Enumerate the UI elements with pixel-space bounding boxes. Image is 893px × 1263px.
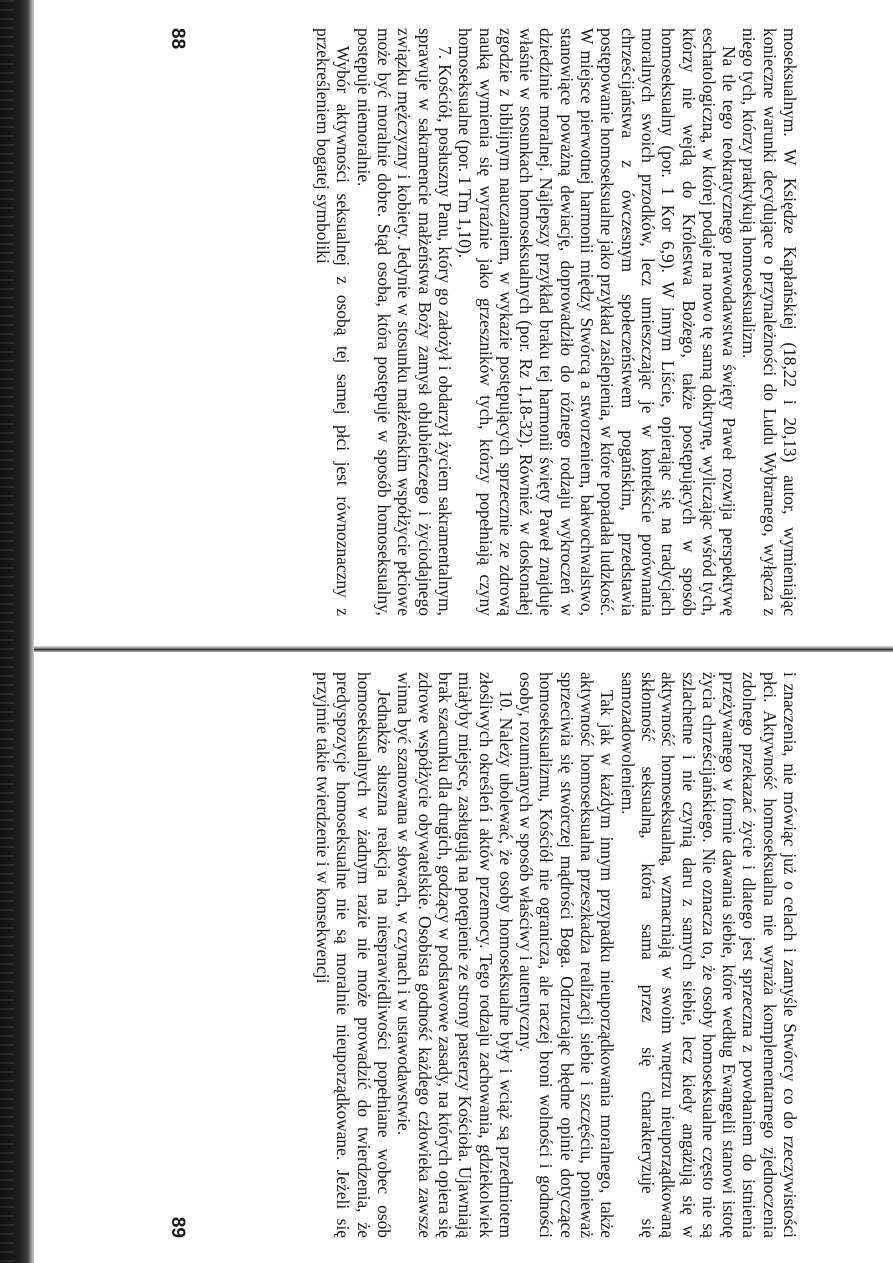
left-page-body — [212, 28, 800, 616]
page-gutter — [34, 646, 893, 652]
paragraph: Tak jak w każdym innym przypadku nieuporządkowania moralnego, także aktywność homoseksualna przeszkadza realizacji siebie i szczęściu, ponieważ sprzeciwia się stwórczej mądrości Boga. Odrzucając błędne opinie dotyczące homoseksualizmu, Kościół nie ogranicza, ale raczej broni wolności i godności osoby, rozumianych w sposób właściwy i autentyczny. — [516, 672, 618, 1238]
page-number: 88 — [167, 28, 188, 50]
paragraph: 10. Należy ubolewać, że osoby homoseksualne były i wciąż są przedmiotem złośliwych określeń i aktów przemocy. Tego rodzaju zachowania, gdziekolwiek miałyby miejsce, zasługują na potępienie ze strony pasterzy Kościoła. Ujawniają brak szacunku dla drugich, godzący w podstawowe zasady, na których opiera się zdrowe współżycie obywatelskie. Osobista godność każdego człowieka zawsze winna być szanowana w słowach, w czynach i w ustawodawstwie. — [394, 672, 516, 1238]
paragraph: 7. Kościół, posłuszny Panu, który go założył i obdarzył życiem sakramentalnym, sprawuje w sakramencie małżeństwa Boży zamysł oblubieńczego i życiodajnego związku mężczyzny i kobiety. Jedynie w stosunku małżeńskim współżycie płciowe może być moralnie dobre. Stąd osoba, która postępuje w sposób homoseksualny, postępuje niemoralnie. — [353, 28, 455, 616]
right-page-body — [212, 672, 800, 1238]
right-page — [160, 672, 800, 1238]
paragraph: Wybór aktywności seksualnej z osobą tej samej płci jest równoznaczny z przekreśleniem bogatej symboliki — [313, 28, 354, 616]
paragraph: Na tle tego teokratycznego prawodawstwa święty Paweł rozwija perspektywę eschatologiczną, w której podaje na nowo tę samą doktrynę, wyliczając wśród tych, którzy nie wejdą do Królestwa Bożego, także postępujących w sposób homoseksualny (por. 1 Kor 6,9). W innym Liście, opierając się na tradycjach moralnych swoich przodków, lecz umieszczając je w kontekście porównania chrześcijaństwa z ówczesnym społeczeństwem pogańskim, przedstawia postępowanie homoseksualne jako przykład zaślepienia, w które popadała ludzkość. W miejsce pierwotnej harmonii między Stwórcą a stworzeniem, bałwochwalstwo, stanowiące poważną dewiację, doprowadziło do różnego rodzaju wykroczeń w dziedzinie moralnej. Najlepszy przykład braku tej harmonii święty Paweł znajduje właśnie w stosunkach homoseksualnych (por. Rz 1,18-32). Również w doskonałej zgodzie z biblijnym nauczaniem, w wykazie postępujących sprzecznie ze zdrową nauką wymienia się wyraźnie jako grzeszników tych, którzy popełniają czyny homoseksualne (por. 1 Tm 1,10). — [455, 28, 740, 616]
page-number: 89 — [167, 1216, 188, 1238]
book-spine-texture — [0, 0, 14, 1263]
paragraph: i znaczenia, nie mówiąc już o celach i zamyśle Stwórcy co do rzeczywistości płci. Aktywność homoseksualna nie wyraża komplementarnego zjednoczenia zdolnego przekazać życie i dlatego jest sprzeczna z powołaniem do istnienia przeżywanego w formie dawania siebie, które według Ewangelii stanowi istotę życia chrześcijańskiego. Nie oznacza to, że osoby homoseksualne często nie są szlachetne i nie czynią daru z samych siebie, lecz kiedy angażują się w aktywność homoseksualną, wzmacniają w swoim wnętrzu nieuporządkowaną skłonność seksualną, która sama przez się charakteryzuje się samozadowoleniem. — [617, 672, 800, 1238]
left-page — [160, 28, 800, 616]
paragraph: Jednakże słuszna reakcja na niesprawiedliwości popełniane wobec osób homoseksualnych w żadnym razie nie może prowadzić do twierdzenia, że predyspozycje homoseksualne nie są moralnie nieuporządkowane. Jeżeli się przyjmie takie twierdzenie i w konsekwencji — [313, 672, 395, 1238]
paragraph: moseksualnym. W Księdze Kapłańskiej (18,22 i 20,13) autor, wymieniając konieczne warunki decydujące o przynależności do Ludu Wybranego, wyłącza z niego tych, którzy praktykują homoseksualizm. — [739, 28, 800, 616]
